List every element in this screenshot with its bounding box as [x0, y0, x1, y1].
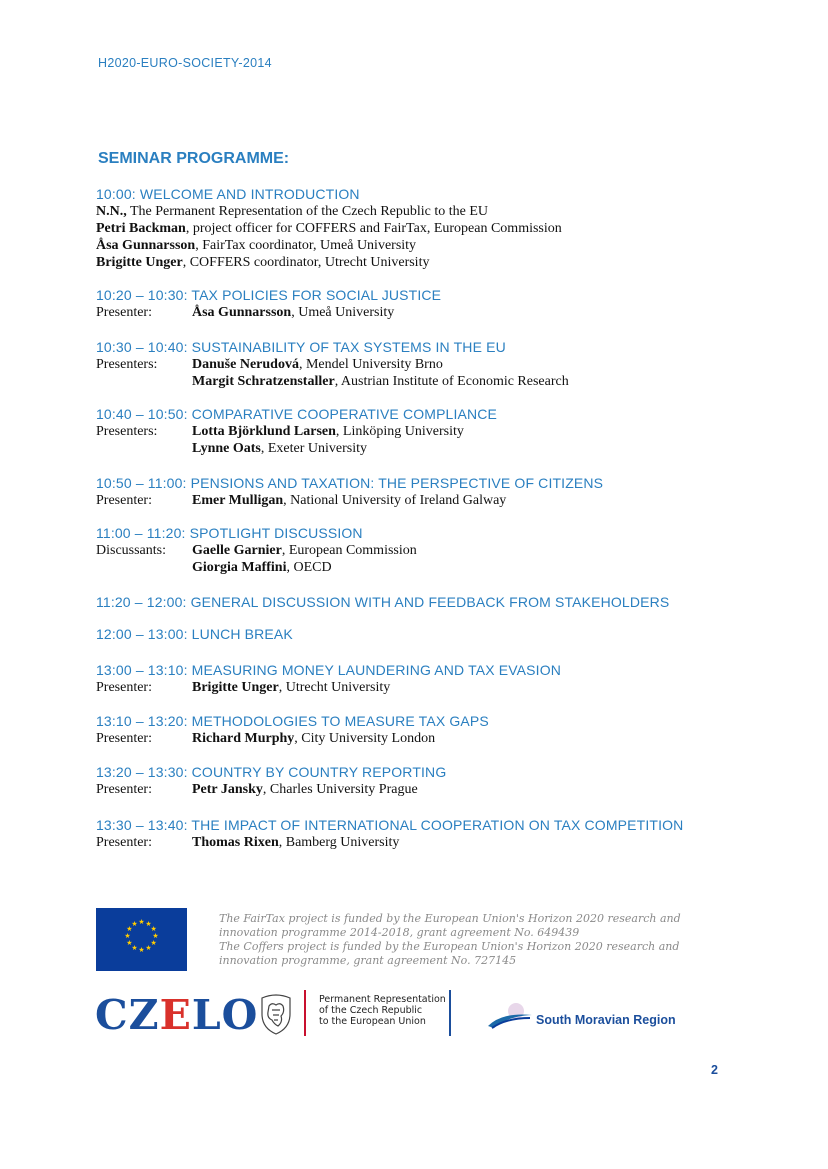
presenter-row: [96, 781, 446, 798]
role-label: Presenter:: [96, 493, 152, 508]
presenter-row: [96, 834, 683, 851]
participant-affiliation: , project officer for COFFERS and FairTax, European Commission: [185, 221, 562, 236]
presenter-name: Lotta Björklund Larsen: [192, 424, 336, 439]
role-label: Presenter:: [96, 835, 152, 850]
south-moravian-region-logo: South Moravian Region: [536, 1013, 676, 1027]
presenter-name: Giorgia Maffini: [192, 560, 287, 575]
presenter: [192, 559, 332, 576]
presenter: [192, 542, 417, 559]
presenter-name: Lynne Oats: [192, 441, 261, 456]
session-heading: 10:50 – 11:00: PENSIONS AND TAXATION: THE PERSPECTIVE OF CITIZENS: [96, 475, 604, 491]
session-lunch: [96, 626, 293, 643]
svg-text:★: ★: [124, 932, 131, 940]
presenter: [192, 492, 506, 509]
svg-text:★: ★: [126, 925, 133, 933]
presenter: [192, 440, 367, 457]
session-heading: 10:20 – 10:30: TAX POLICIES FOR SOCIAL JUSTICE: [96, 287, 442, 303]
role-label: Presenter:: [96, 680, 152, 695]
presenter: [192, 781, 418, 798]
session-cooperative-compliance: [96, 406, 497, 457]
session-international-cooperation: [96, 817, 683, 851]
presenter-affiliation: , National University of Ireland Galway: [283, 493, 507, 508]
czelo-logo: CZELO: [95, 991, 259, 1039]
svg-text:★: ★: [152, 932, 159, 940]
role-label: Presenter:: [96, 305, 152, 320]
role-label: Presenters:: [96, 424, 158, 439]
participant-line: [96, 220, 562, 237]
presenter-affiliation: , Bamberg University: [278, 835, 400, 850]
svg-text:★: ★: [131, 919, 138, 928]
project-code: H2020-EURO-SOCIETY-2014: [98, 56, 272, 70]
presenter-affiliation: , Austrian Institute of Economic Research: [334, 374, 569, 389]
participant-line: [96, 254, 562, 271]
funding-line: The FairTax project is funded by the European Union's Horizon 2020 research and: [219, 912, 681, 925]
presenter-affiliation: , OECD: [286, 560, 332, 575]
svg-text:★: ★: [138, 918, 145, 926]
session-sustainability: [96, 339, 569, 390]
svg-text:★: ★: [126, 939, 133, 947]
svg-text:★: ★: [145, 919, 152, 928]
presenter-affiliation: , Exeter University: [260, 441, 367, 456]
svg-text:★: ★: [150, 925, 157, 933]
permanent-representation-logo: Permanent Representation of the Czech Republic to the European Union: [319, 994, 446, 1027]
participant-name: Åsa Gunnarsson: [96, 238, 196, 253]
role-label: Presenter:: [96, 782, 152, 797]
presenter-name: Emer Mulligan: [192, 493, 284, 508]
session-heading: 12:00 – 13:00: LUNCH BREAK: [96, 626, 293, 642]
role-label: Discussants:: [96, 543, 166, 558]
participant-affiliation: The Permanent Representation of the Czech Republic to the EU: [126, 204, 489, 219]
session-heading: 10:40 – 10:50: COMPARATIVE COOPERATIVE COMPLIANCE: [96, 406, 498, 422]
presenter-name: Petr Jansky: [192, 782, 263, 797]
svg-text:★: ★: [131, 944, 138, 953]
presenter-row: [96, 542, 417, 559]
svg-text:★: ★: [145, 944, 152, 953]
presenter-row: [96, 559, 417, 576]
presenter-name: Brigitte Unger: [192, 680, 279, 695]
presenter: [192, 730, 435, 747]
session-heading: 13:00 – 13:10: MEASURING MONEY LAUNDERING AND TAX EVASION: [96, 662, 561, 678]
session-tax-policies: [96, 287, 441, 321]
funding-line: The Coffers project is funded by the European Union's Horizon 2020 research and: [219, 940, 680, 953]
session-country-reporting: [96, 764, 446, 798]
session-heading: 13:30 – 13:40: THE IMPACT OF INTERNATIONAL COOPERATION ON TAX COMPETITION: [96, 817, 684, 833]
presenter-affiliation: , Mendel University Brno: [298, 357, 443, 372]
funding-line: innovation programme, grant agreement No. 727145: [219, 954, 517, 967]
presenter-name: Danuše Nerudová: [192, 357, 299, 372]
role-label: Presenters:: [96, 357, 158, 372]
presenter-affiliation: , City University London: [294, 731, 436, 746]
presenter: [192, 304, 394, 321]
session-heading: 10:30 – 10:40: SUSTAINABILITY OF TAX SYSTEMS IN THE EU: [96, 339, 506, 355]
presenter: [192, 423, 464, 440]
svg-text:★: ★: [150, 939, 157, 947]
south-moravian-swoosh-icon: [486, 1002, 534, 1030]
presenter-affiliation: , Utrecht University: [278, 680, 391, 695]
divider: [304, 990, 306, 1036]
presenter-row: [96, 492, 603, 509]
session-general-discussion: [96, 594, 669, 611]
eu-stars-icon: [96, 908, 187, 971]
presenter-name: Margit Schratzenstaller: [192, 374, 335, 389]
presenter-row: [96, 440, 497, 457]
presenter: [192, 679, 390, 696]
presenter-affiliation: , Umeå University: [291, 305, 395, 320]
presenter-name: Åsa Gunnarsson: [192, 305, 292, 320]
session-heading: 11:00 – 11:20: SPOTLIGHT DISCUSSION: [96, 525, 363, 541]
participant-affiliation: , FairTax coordinator, Umeå University: [195, 238, 417, 253]
funding-line: innovation programme 2014-2018, grant agreement No. 649439: [219, 926, 580, 939]
presenter-name: Thomas Rixen: [192, 835, 279, 850]
participant-affiliation: , COFFERS coordinator, Utrecht University: [182, 255, 430, 270]
presenter-affiliation: , Linköping University: [335, 424, 464, 439]
participant-line: [96, 237, 562, 254]
presenter-affiliation: , European Commission: [281, 543, 417, 558]
czech-emblem-icon: [256, 990, 296, 1036]
session-heading: 13:20 – 13:30: COUNTRY BY COUNTRY REPORTING: [96, 764, 447, 780]
divider: [449, 990, 451, 1036]
participant-name: Petri Backman: [96, 221, 186, 236]
participant-name: Brigitte Unger: [96, 255, 183, 270]
presenter-row: [96, 679, 561, 696]
funding-statement: [219, 912, 689, 968]
programme-title: SEMINAR PROGRAMME:: [98, 150, 290, 167]
presenter-row: [96, 356, 569, 373]
eu-flag-logo: [96, 908, 187, 971]
session-welcome: [96, 186, 562, 271]
session-heading: 11:20 – 12:00: GENERAL DISCUSSION WITH AND FEEDBACK FROM STAKEHOLDERS: [96, 594, 670, 610]
session-tax-gaps: [96, 713, 489, 747]
presenter: [192, 356, 443, 373]
presenter: [192, 373, 569, 390]
session-heading: 13:10 – 13:20: METHODOLOGIES TO MEASURE TAX GAPS: [96, 713, 489, 729]
presenter-name: Gaelle Garnier: [192, 543, 282, 558]
svg-text:★: ★: [138, 946, 145, 954]
presenter: [192, 834, 399, 851]
presenter-row: [96, 304, 441, 321]
presenter-row: [96, 423, 497, 440]
page-number: 2: [711, 1063, 718, 1077]
session-pensions: [96, 475, 603, 509]
presenter-row: [96, 373, 569, 390]
participant-name: N.N.,: [96, 204, 127, 219]
presenter-name: Richard Murphy: [192, 731, 295, 746]
participant-line: [96, 203, 562, 220]
role-label: Presenter:: [96, 731, 152, 746]
session-spotlight: [96, 525, 417, 576]
presenter-affiliation: , Charles University Prague: [262, 782, 418, 797]
session-money-laundering: [96, 662, 561, 696]
session-heading: 10:00: WELCOME AND INTRODUCTION: [96, 186, 360, 202]
presenter-row: [96, 730, 489, 747]
